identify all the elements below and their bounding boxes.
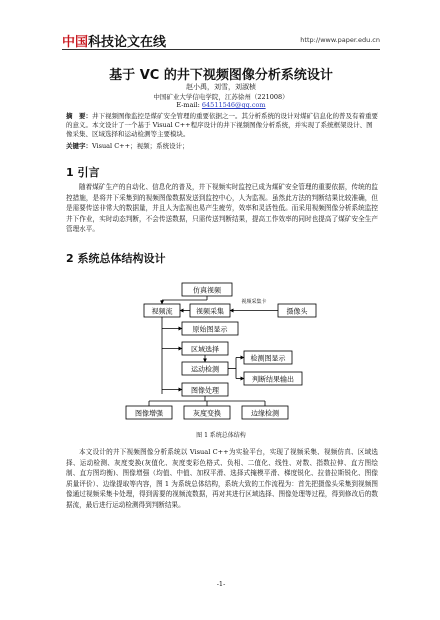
email-label: E-mail:	[176, 101, 200, 109]
label-sim-video: 仿真视频	[193, 286, 221, 295]
section-2-heading	[66, 250, 166, 266]
keywords-label: 关键字：	[66, 142, 92, 150]
label-detect-display: 检测图显示	[250, 354, 286, 363]
section-1-paragraph: 随着煤矿生产的自动化、信息化的普及，井下视频实时监控已成为煤矿安全管理的重要依据，传统的监控措施，是将井下采集到的视频图像数据发送到监控中心，人为监视。虽然此方法的判断结果比较准确，但是需要传送非常大的数据量，并且人为监视也易产生疲劳，效率和灵活性低。而采用视频图像分析系统监控井下作业，实时动态判断，不会传送数据，只需传送判断结果，提高工作效率的同时也提高了煤矿安全生产管理水平。	[66, 183, 378, 234]
label-orig-display: 原始图显示	[192, 325, 228, 334]
section-1-number: 1	[66, 166, 74, 179]
abstract-text: 井下视频图像监控是煤矿安全管理的重要依据之一。其分析系统的设计对煤矿信息化的普及有着重要的意义。本文设计了一个基于 Visual C++程序设计的井下视频图像分析系统，并实现了系统框架设计、图像采集、区域选择和运动检测等主要模块。	[66, 112, 378, 138]
label-motion-detect: 运动检测	[191, 365, 219, 374]
label-enhance: 图像增强	[135, 409, 163, 418]
email-link[interactable]: 64511546@qq.com	[201, 101, 266, 109]
label-capture-card: 视频采集卡	[241, 299, 267, 305]
section-1-heading	[66, 164, 100, 180]
site-url[interactable]: http://www.paper.edu.cn	[300, 36, 380, 44]
paper-keywords	[66, 141, 378, 150]
site-logo[interactable]	[62, 31, 166, 50]
label-result-output: 判断结果输出	[252, 375, 294, 384]
paper-affiliation: 中国矿业大学信电学院，江苏徐州（221008）	[153, 93, 289, 101]
keywords-text: Visual C++；视频；系统设计；	[92, 142, 189, 150]
section-1-title: 引言	[77, 166, 100, 179]
figure-caption: 图 1 系统总体结构	[196, 432, 246, 439]
paper-authors: 赵小禹，刘雪，刘淑桢	[186, 83, 256, 91]
label-gray-transform: 灰度变换	[193, 409, 221, 418]
section-2-number: 2	[66, 252, 74, 265]
logo-red-text: 中国	[62, 35, 89, 50]
section-2-paragraph: 本文设计的井下视频图像分析系统以 Visual C++为实验平台，实现了视频采集、视频仿真、区域选择、运动检测、灰度变换(灰值化、灰度变彩色格式、负相、二值化、线性、对数、指数拉伸、直方图绘制、直方图均衡)、图像增强（均值、中值、加权平滑、选择式掩模平滑、梯度锐化、拉普拉斯锐化、图像质量评价）、边缘提取等内容，图 1 为系统总体结构，系统大致的工作流程为：首先把摄像头采集到视频图像通过视频采集卡处理，得到需要的视频流数据，再对其进行区域选择、图像处理等过程，得到修改后的数据流，最后进行运动检测得到判断结果。	[66, 448, 378, 509]
label-region-select: 区域选择	[191, 345, 219, 354]
page-header	[62, 30, 380, 50]
page-number: -1-	[216, 580, 226, 588]
label-image-process: 图像处理	[191, 386, 219, 395]
label-camera: 摄像头	[286, 307, 308, 316]
paper-email	[62, 101, 380, 109]
label-video-capture: 视频采集	[196, 307, 224, 316]
system-structure-diagram	[120, 282, 330, 428]
abstract-label: 摘 要：	[66, 112, 92, 120]
section-2-title: 系统总体结构设计	[77, 252, 166, 265]
label-video-stream: 视频流	[151, 307, 173, 316]
label-edge-extract: 边缘检测	[251, 409, 279, 418]
logo-black-text: 科技论文在线	[88, 35, 167, 50]
paper-abstract	[66, 112, 378, 139]
paper-title: 基于 VC 的井下视频图像分析系统设计	[109, 68, 333, 83]
